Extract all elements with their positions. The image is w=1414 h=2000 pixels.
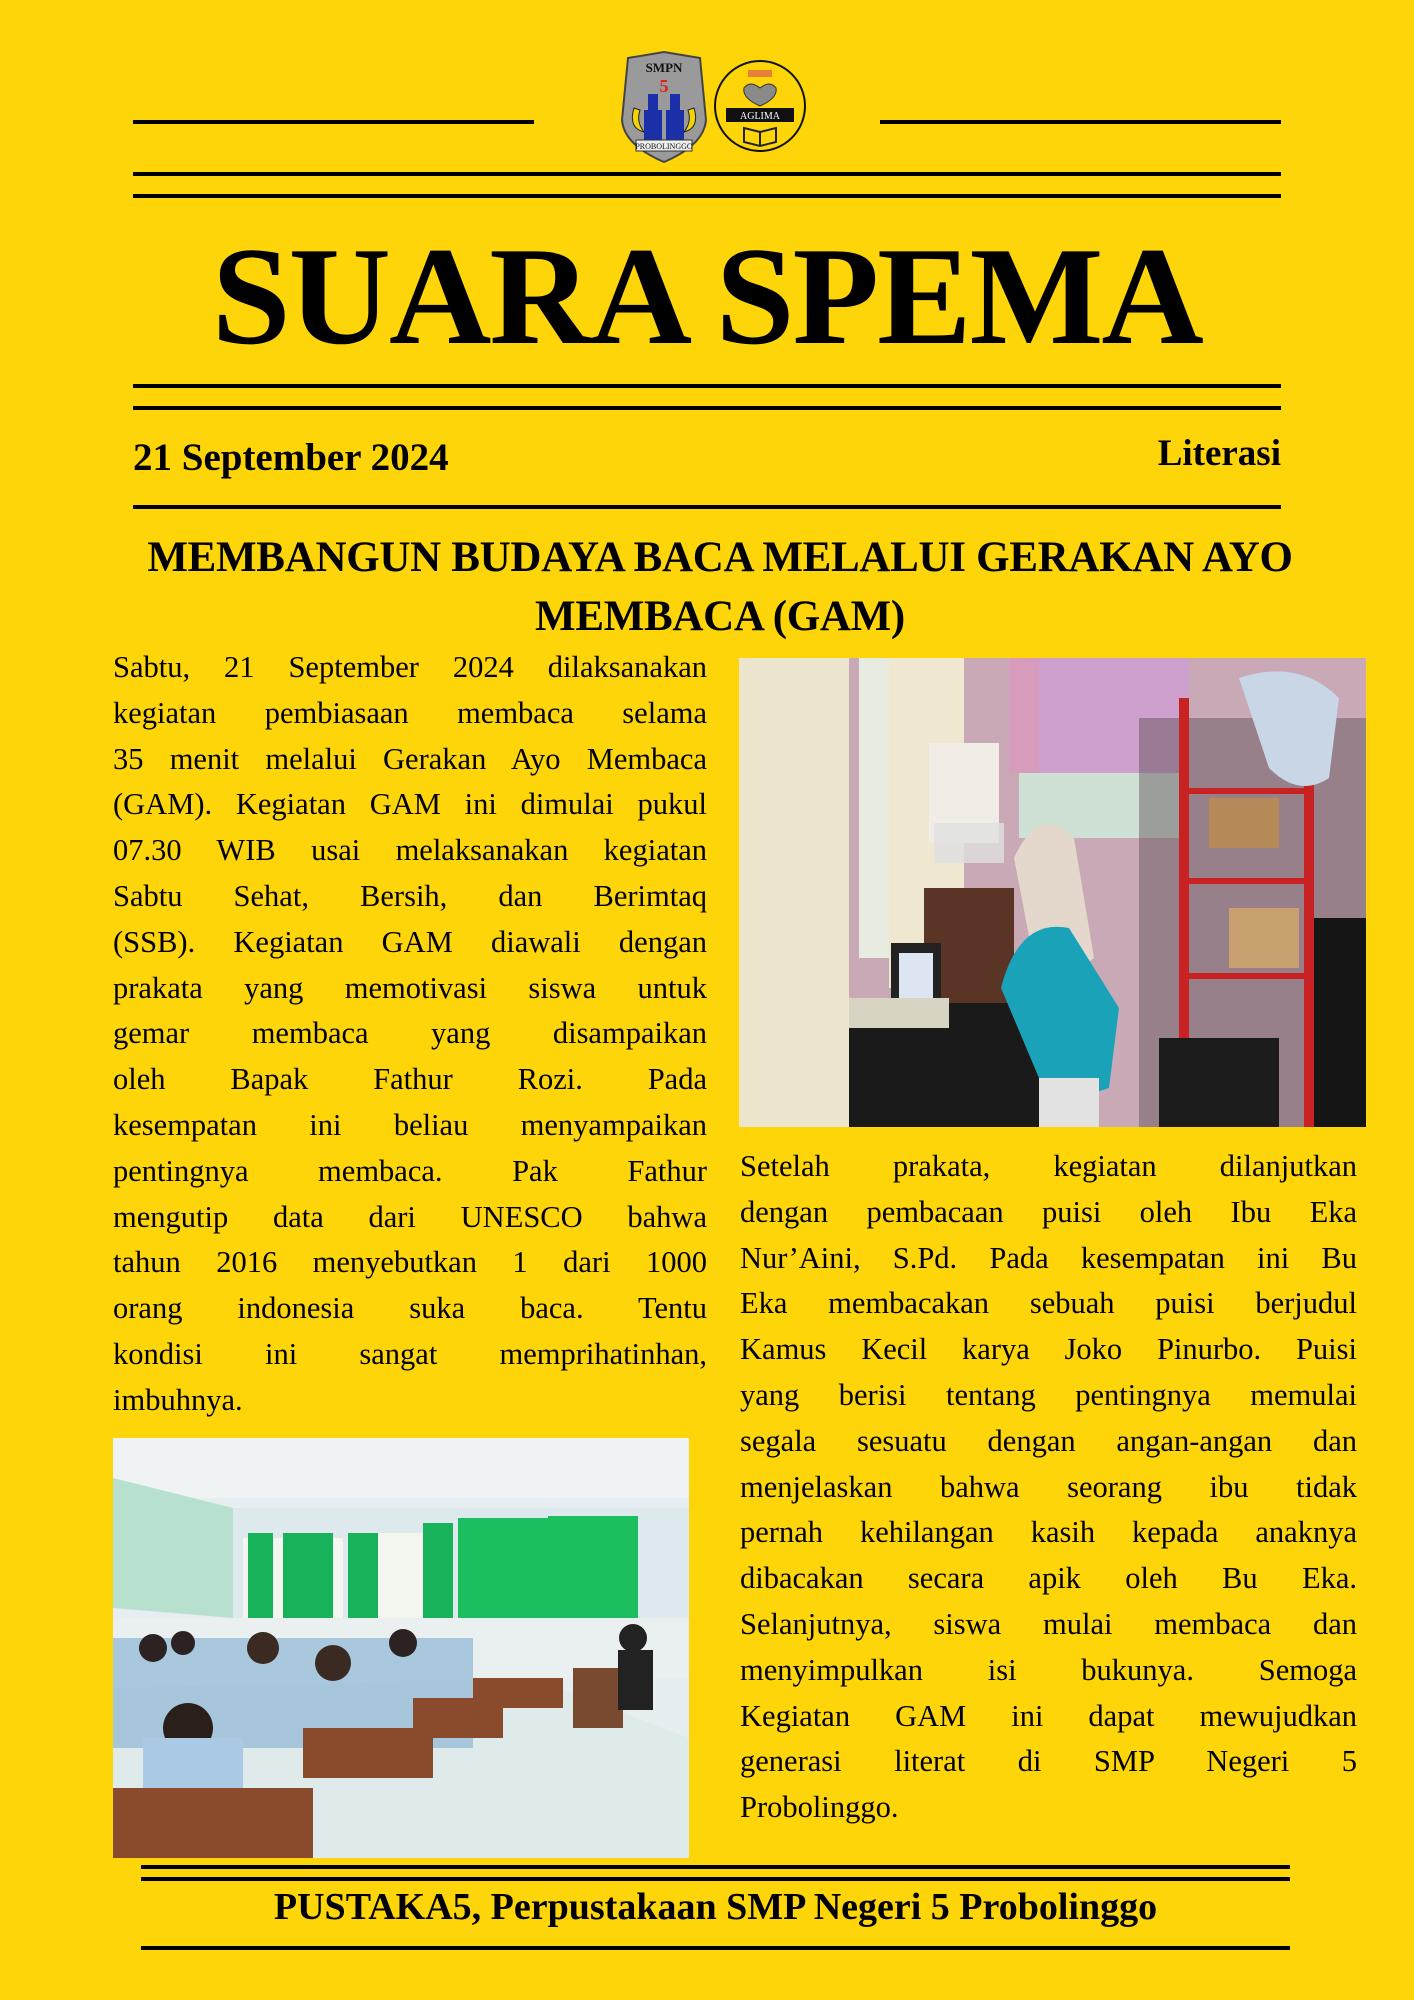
masthead-rule: [133, 172, 1281, 176]
photo-classroom-reading: [113, 1438, 689, 1858]
body-text-line: Kegiatan GAM ini dapat mewujudkan: [740, 1698, 1357, 1733]
body-text-line: Setelah prakata, kegiatan dilanjutkan: [740, 1149, 1357, 1183]
section-category: Literasi: [1157, 433, 1281, 474]
footer-rule: [141, 1865, 1290, 1869]
body-text-line: Selanjutnya, siswa mulai membaca dan: [740, 1606, 1357, 1641]
body-text-line: Sabtu, 21 September 2024 dilaksanakan: [113, 650, 707, 684]
masthead-rule: [133, 194, 1281, 198]
body-text-line: kondisi ini sangat memprihatinhan,: [113, 1336, 707, 1371]
body-text-line: kegiatan pembiasaan membaca selama: [113, 695, 707, 730]
svg-text:AGLIMA: AGLIMA: [740, 111, 780, 122]
body-text-line: 35 menit melalui Gerakan Ayo Membaca: [113, 741, 707, 776]
smpn-5-crest-logo: [614, 50, 714, 165]
body-text-line: menjelaskan bahwa seorang ibu tidak: [740, 1469, 1357, 1504]
body-text-line: tahun 2016 menyebutkan 1 dari 1000: [113, 1245, 707, 1280]
article-body-right: [740, 1144, 1357, 1831]
body-text-line: imbuhnya.: [113, 1382, 243, 1417]
body-text-line: segala sesuatu dengan angan-angan dan: [740, 1423, 1357, 1458]
masthead-rule-right: [880, 120, 1281, 124]
body-text-line: mengutip data dari UNESCO bahwa: [113, 1199, 707, 1234]
article-headline: [120, 528, 1320, 646]
issue-date: 21 September 2024: [133, 436, 449, 479]
svg-text:PROBOLINGGO: PROBOLINGGO: [635, 142, 693, 151]
aglima-emblem-logo: [712, 58, 808, 154]
body-text-line: dibacakan secara apik oleh Bu Eka.: [740, 1561, 1357, 1596]
body-text-line: gemar membaca yang disampaikan: [113, 1016, 707, 1051]
masthead-rule-left: [133, 120, 534, 124]
title-rule: [133, 406, 1281, 410]
newspaper-title: [133, 219, 1281, 374]
crest-lettering-smpn: SMPN: [645, 60, 683, 75]
dateline-rule: [133, 505, 1281, 509]
body-text-line: dengan pembacaan puisi oleh Ibu Eka: [740, 1194, 1357, 1229]
title-rule: [133, 384, 1281, 388]
headline-line: MEMBANGUN BUDAYA BACA MELALUI GERAKAN AYO: [147, 534, 1293, 581]
headline-line: MEMBACA (GAM): [535, 593, 905, 640]
body-text-line: Kamus Kecil karya Joko Pinurbo. Puisi: [740, 1332, 1357, 1367]
body-text-line: 07.30 WIB usai melaksanakan kegiatan: [113, 833, 707, 868]
body-text-line: menyimpulkan isi bukunya. Semoga: [740, 1652, 1357, 1687]
body-text-line: Eka membacakan sebuah puisi berjudul: [740, 1286, 1357, 1321]
body-text-line: orang indonesia suka baca. Tentu: [113, 1291, 707, 1326]
newspaper-title-text: SUARA SPEMA: [212, 219, 1202, 374]
body-text-line: Nur’Aini, S.Pd. Pada kesempatan ini Bu: [740, 1240, 1357, 1275]
body-text-line: Sabtu Sehat, Bersih, dan Berimtaq: [113, 878, 707, 913]
body-text-line: prakata yang memotivasi siswa untuk: [113, 970, 707, 1005]
body-text-line: oleh Bapak Fathur Rozi. Pada: [113, 1062, 707, 1097]
footer-rule: [141, 1946, 1290, 1950]
body-text-line: Probolinggo.: [740, 1790, 899, 1825]
body-text-line: pernah kehilangan kasih kepada anaknya: [740, 1515, 1357, 1550]
body-text-line: (GAM). Kegiatan GAM ini dimulai pukul: [113, 787, 707, 822]
article-body-left: [113, 645, 707, 1424]
footer-credit: PUSTAKA5, Perpustakaan SMP Negeri 5 Probolinggo: [273, 1886, 1158, 1928]
footer-rule: [141, 1877, 1290, 1881]
svg-text:5: 5: [659, 76, 669, 96]
body-text-line: kesempatan ini beliau menyampaikan: [113, 1107, 707, 1142]
photo-teacher-at-computer: [739, 658, 1366, 1127]
body-text-line: generasi literat di SMP Negeri 5: [740, 1744, 1357, 1779]
body-text-line: pentingnya membaca. Pak Fathur: [113, 1153, 707, 1188]
body-text-line: yang berisi tentang pentingnya memulai: [740, 1377, 1357, 1412]
body-text-line: (SSB). Kegiatan GAM diawali dengan: [113, 924, 707, 959]
